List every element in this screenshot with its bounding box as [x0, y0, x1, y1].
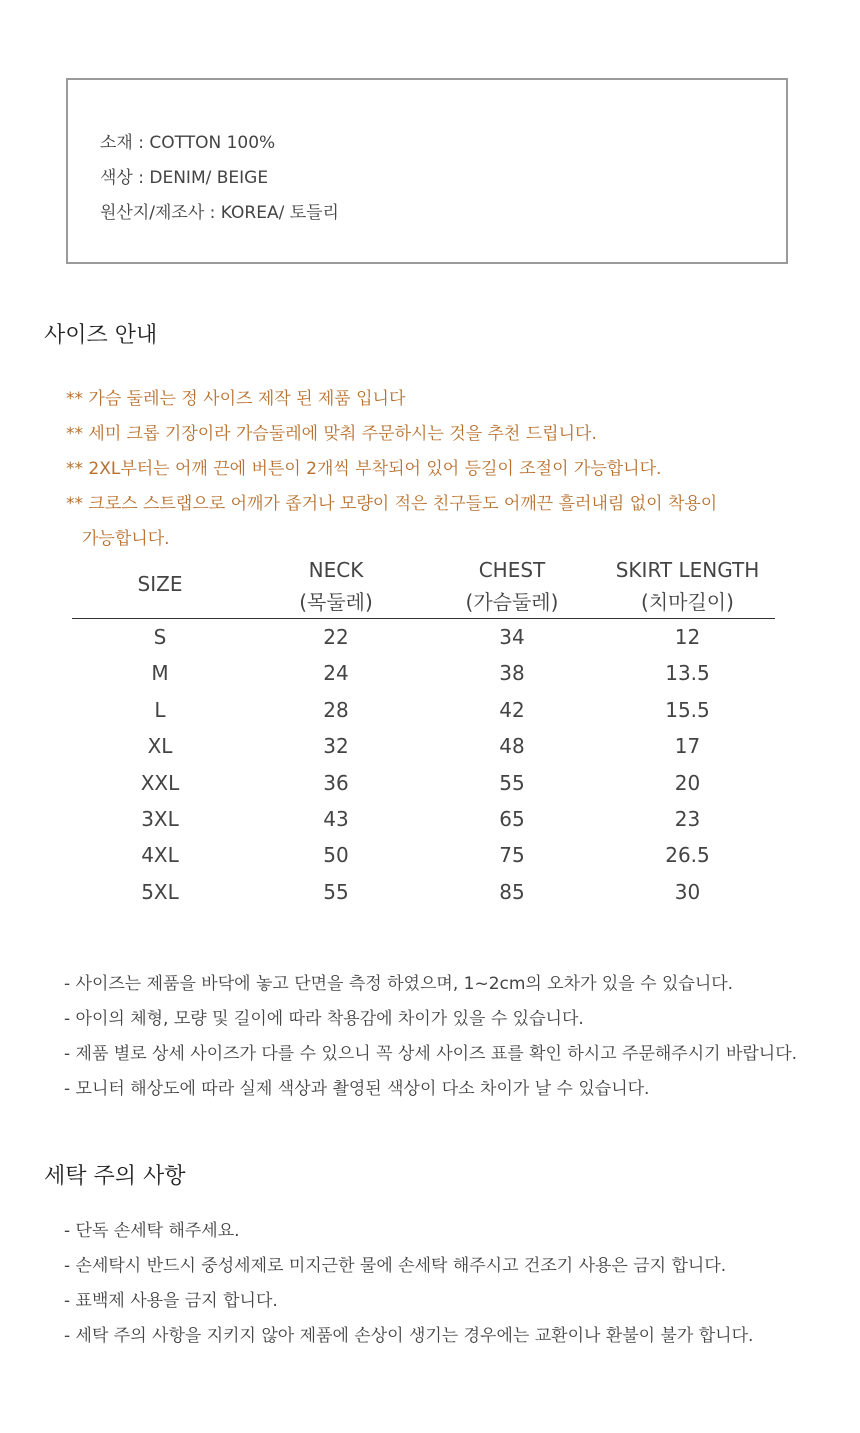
care-item: - 단독 손세탁 해주세요. — [64, 1221, 240, 1241]
table-cell: 85 — [499, 879, 525, 904]
table-cell: 12 — [674, 625, 701, 649]
header-neck — [248, 554, 424, 618]
table-cell: XXL — [140, 770, 180, 795]
header-label: SKIRT LENGTH — [615, 558, 760, 582]
table-cell: 43 — [323, 806, 349, 831]
table-cell: 23 — [674, 806, 701, 831]
size-note: ** 세미 크롭 기장이라 가슴둘레에 맞춰 주문하시는 것을 추천 드립니다. — [66, 424, 597, 444]
table-cell: 48 — [499, 734, 525, 759]
size-note: 가능합니다. — [82, 529, 170, 549]
table-row — [72, 837, 775, 873]
header-sublabel: (가슴둘레) — [465, 590, 559, 614]
header-size — [72, 554, 248, 614]
table-cell: 5XL — [141, 879, 179, 904]
size-note: ** 크로스 스트랩으로 어깨가 좁거나 모량이 적은 친구들도 어깨끈 흘러내림 없이 착용이 — [66, 494, 718, 514]
header-chest — [424, 554, 600, 618]
table-cell: 15.5 — [665, 697, 710, 722]
table-cell: 13.5 — [665, 661, 710, 686]
table-row — [72, 619, 775, 655]
table-cell: 4XL — [141, 843, 179, 868]
size-note: ** 2XL부터는 어깨 끈에 버튼이 2개씩 부착되어 있어 등길이 조절이 가능합니다. — [66, 459, 662, 479]
color-text: 색상 : DENIM/ BEIGE — [100, 168, 269, 188]
table-cell: 75 — [499, 843, 525, 868]
table-cell: 22 — [323, 625, 349, 649]
table-cell: 34 — [499, 625, 525, 649]
size-disclaimer: - 제품 별로 상세 사이즈가 다를 수 있으니 꼭 상세 사이즈 표를 확인 하시고 주문해주시기 바랍니다. — [64, 1044, 798, 1064]
origin-text: 원산지/제조사 : KOREA/ 토들리 — [100, 203, 339, 223]
size-disclaimer: - 아이의 체형, 모량 및 길이에 따라 착용감에 차이가 있을 수 있습니다. — [64, 1009, 584, 1029]
table-cell: 55 — [323, 879, 349, 904]
table-row — [72, 874, 775, 910]
table-cell: 65 — [499, 806, 525, 831]
size-guide-title: 사이즈 안내 — [44, 323, 158, 348]
size-table-header — [72, 554, 775, 619]
table-cell: 30 — [674, 879, 701, 904]
table-cell: 26.5 — [665, 843, 710, 868]
size-disclaimer: - 모니터 해상도에 따라 실제 색상과 촬영된 색상이 다소 차이가 날 수 있습니다. — [64, 1079, 650, 1099]
table-row — [72, 801, 775, 837]
table-cell: 24 — [323, 661, 349, 686]
table-cell: M — [151, 661, 169, 686]
table-cell: 20 — [674, 770, 701, 795]
header-label: SIZE — [137, 572, 183, 596]
size-disclaimer: - 사이즈는 제품을 바닥에 놓고 단면을 측정 하였으며, 1~2cm의 오차가 있을 수 있습니다. — [64, 974, 734, 994]
header-skirt-length — [600, 554, 775, 618]
table-cell: 42 — [499, 697, 525, 722]
table-row — [72, 728, 775, 764]
table-cell: L — [154, 697, 166, 722]
table-cell: S — [153, 625, 167, 649]
header-sublabel: (치마길이) — [641, 590, 734, 614]
table-cell: 3XL — [141, 806, 179, 831]
table-row — [72, 655, 775, 691]
header-label: NECK — [308, 558, 364, 582]
table-cell: 28 — [323, 697, 349, 722]
header-sublabel: (목둘레) — [299, 590, 373, 614]
table-cell: XL — [147, 734, 173, 759]
table-cell: 36 — [323, 770, 349, 795]
table-row — [72, 765, 775, 801]
product-info-box — [66, 78, 788, 264]
header-label: CHEST — [478, 558, 546, 582]
care-item: - 세탁 주의 사항을 지키지 않아 제품에 손상이 생기는 경우에는 교환이나 환불이 불가 합니다. — [64, 1326, 754, 1346]
table-row — [72, 692, 775, 728]
table-cell: 32 — [323, 734, 349, 759]
size-note: ** 가슴 둘레는 정 사이즈 제작 된 제품 입니다 — [66, 389, 406, 409]
size-table — [72, 554, 775, 910]
care-item: - 표백제 사용을 금지 합니다. — [64, 1291, 278, 1311]
care-title: 세탁 주의 사항 — [44, 1164, 186, 1189]
material-text: 소재 : COTTON 100% — [100, 133, 276, 153]
table-cell: 17 — [674, 734, 701, 759]
table-cell: 38 — [499, 661, 525, 686]
table-cell: 50 — [323, 843, 349, 868]
care-item: - 손세탁시 반드시 중성세제로 미지근한 물에 손세탁 해주시고 건조기 사용은 금지 합니다. — [64, 1256, 727, 1276]
size-table-body — [72, 619, 775, 910]
table-cell: 55 — [499, 770, 525, 795]
